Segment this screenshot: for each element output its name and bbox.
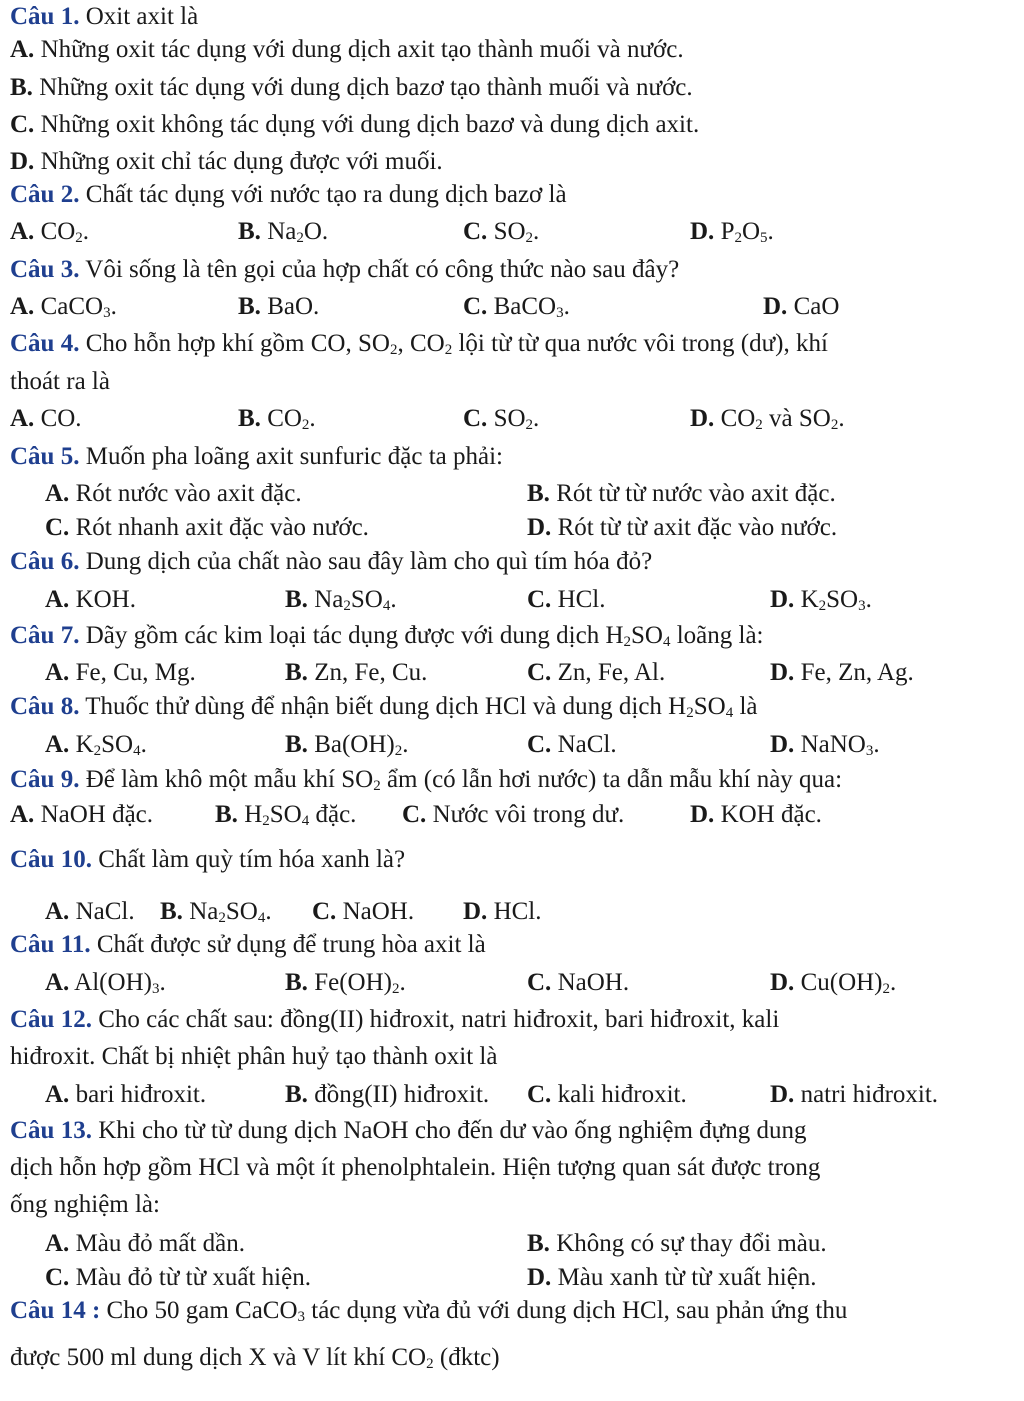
- option-text: $CO_2$.: [260, 405, 316, 433]
- answer-option: [312, 897, 414, 927]
- question-number: Câu 6.: [10, 548, 80, 575]
- answer-option: [463, 404, 539, 434]
- answer-option: [10, 800, 153, 830]
- answer-options-row: [0, 897, 1024, 929]
- answer-option: [285, 968, 406, 998]
- answer-options-row: [0, 800, 1024, 832]
- option-text: $Al(OH)_3$.: [69, 969, 166, 997]
- option-label: A.: [45, 1081, 70, 1108]
- question-stem: [10, 930, 1016, 962]
- answer-options-row: [0, 292, 1024, 324]
- option-text: NaCl.: [69, 898, 135, 925]
- answer-option: [45, 968, 166, 998]
- option-label: B.: [160, 898, 183, 925]
- option-text: Rót nhanh axit đặc vào nước.: [69, 514, 369, 541]
- option-label: D.: [10, 148, 35, 175]
- question-text: Cho các chất sau: đồng(II) hiđroxit, natri hiđroxit, bari hiđroxit, kali: [91, 1006, 780, 1033]
- question-stem: [10, 845, 1016, 877]
- option-label: D.: [770, 969, 795, 996]
- option-label: B.: [10, 74, 33, 101]
- answer-option: [45, 479, 302, 511]
- question-stem: [10, 547, 1016, 579]
- option-label: D.: [690, 405, 715, 432]
- answer-option: [770, 585, 872, 615]
- question-number: Câu 4.: [10, 330, 80, 357]
- question-number: Câu 9.: [10, 766, 80, 793]
- answer-option: [770, 730, 880, 760]
- question-stem: [10, 1005, 1016, 1037]
- question-stem: [10, 255, 1016, 287]
- option-label: A.: [10, 218, 35, 245]
- option-text: Màu đỏ mất dần.: [69, 1230, 245, 1257]
- option-text: HCl.: [551, 586, 606, 613]
- question-text-continued: ống nghiệm là:: [10, 1191, 160, 1218]
- question-stem: [10, 2, 1016, 34]
- option-text: Màu xanh từ từ xuất hiện.: [551, 1264, 817, 1291]
- answer-option: [10, 73, 1016, 105]
- option-label: A.: [10, 293, 35, 320]
- answer-option: [238, 292, 319, 322]
- option-text: $K_2SO_3$.: [794, 586, 872, 614]
- option-label: D.: [763, 293, 788, 320]
- answer-option: [285, 730, 408, 760]
- option-text: NaCl.: [551, 731, 617, 758]
- answer-option: [527, 479, 836, 511]
- option-label: B.: [285, 969, 308, 996]
- option-label: D.: [770, 659, 795, 686]
- option-text: Zn, Fe, Al.: [551, 659, 666, 686]
- answer-option: [10, 35, 1016, 67]
- option-label: D.: [770, 586, 795, 613]
- question-text-continued: dịch hỗn hợp gồm HCl và một ít phenolphtalein. Hiện tượng quan sát được trong: [10, 1154, 821, 1181]
- answer-option: [45, 897, 135, 927]
- option-label: C.: [527, 586, 552, 613]
- option-label: C.: [463, 405, 488, 432]
- option-text: Rót nước vào axit đặc.: [69, 480, 302, 507]
- answer-options-row: [0, 1080, 1024, 1112]
- question-number: Câu 3.: [10, 256, 80, 283]
- question-stem: [10, 180, 1016, 212]
- answer-option: [45, 513, 369, 545]
- answer-option: [10, 217, 89, 247]
- question-number: Câu 12.: [10, 1006, 92, 1033]
- option-text: KOH.: [69, 586, 136, 613]
- option-label: A.: [10, 801, 35, 828]
- option-label: B.: [285, 731, 308, 758]
- answer-option: [285, 1080, 489, 1110]
- answer-option: [527, 1229, 827, 1261]
- answer-option: [45, 1229, 245, 1261]
- answer-option: [160, 897, 272, 927]
- option-label: C.: [45, 1264, 70, 1291]
- answer-option: [10, 147, 1016, 179]
- answer-option: [690, 800, 822, 830]
- option-label: C.: [312, 898, 337, 925]
- option-text: $Na_2SO_4$.: [307, 586, 397, 614]
- option-text: CaCO$_3$.: [34, 293, 117, 321]
- answer-option: [690, 404, 845, 434]
- answer-option: [10, 292, 117, 322]
- answer-options-row: [0, 730, 1024, 762]
- answer-option: [238, 404, 316, 434]
- option-text: Những oxit tác dụng với dung dịch bazơ tạo thành muối và nước.: [32, 74, 693, 101]
- option-label: A.: [45, 969, 70, 996]
- option-label: B.: [215, 801, 238, 828]
- option-label: A.: [45, 480, 70, 507]
- question-number: Câu 8.: [10, 693, 80, 720]
- answer-option: [238, 217, 328, 247]
- option-label: B.: [285, 1081, 308, 1108]
- question-number: Câu 7.: [10, 622, 80, 649]
- option-label: B.: [285, 659, 308, 686]
- option-label: A.: [10, 405, 35, 432]
- answer-option: [45, 585, 136, 615]
- option-text: Rót từ từ axit đặc vào nước.: [551, 514, 838, 541]
- option-label: B.: [238, 405, 261, 432]
- option-text: CO.: [34, 405, 82, 432]
- answer-option: [463, 292, 570, 322]
- question-number: Câu 14 :: [10, 1297, 101, 1324]
- answer-option: [690, 217, 774, 247]
- option-text: CaO: [787, 293, 840, 320]
- question-text-continued: thoát ra là: [10, 368, 110, 395]
- option-text: kali hiđroxit.: [551, 1081, 687, 1108]
- option-text: $Fe(OH)_2$.: [307, 969, 406, 997]
- option-label: A.: [45, 731, 70, 758]
- answer-option: [527, 730, 617, 760]
- option-label: C.: [10, 111, 35, 138]
- question-text: Muốn pha loãng axit sunfuric đặc ta phải:: [79, 443, 503, 470]
- answer-option: [527, 1263, 817, 1295]
- answer-options-row: [0, 585, 1024, 617]
- option-text: Fe, Zn, Ag.: [794, 659, 914, 686]
- option-label: C.: [402, 801, 427, 828]
- answer-option: [770, 968, 896, 998]
- question-text: Cho hỗn hợp khí gồm CO, $SO_2$, $CO_2$ lội từ từ qua nước vôi trong (dư), khí: [79, 330, 828, 358]
- option-text: Không có sự thay đổi màu.: [549, 1230, 827, 1257]
- option-text: NaOH.: [551, 969, 630, 996]
- answer-option: [45, 730, 147, 760]
- option-text: NaOH đặc.: [34, 801, 154, 828]
- answer-option: [45, 658, 196, 688]
- option-label: C.: [527, 1081, 552, 1108]
- option-label: B.: [527, 480, 550, 507]
- question-number: Câu 13.: [10, 1117, 92, 1144]
- option-text: $P_2O_5$.: [714, 218, 774, 246]
- question-text: Cho 50 gam CaCO$_3$ tác dụng vừa đủ với dung dịch HCl, sau phản ứng thu: [100, 1297, 848, 1325]
- answer-option: [527, 513, 837, 545]
- question-text: Thuốc thử dùng để nhận biết dung dịch HCl và dung dịch $H_2SO_4$ là: [79, 693, 758, 721]
- option-label: D.: [770, 1081, 795, 1108]
- question-text: Để làm khô một mẫu khí $SO_2$ ẩm (có lẫn hơi nước) ta dẫn mẫu khí này qua:: [79, 766, 843, 794]
- question-stem: [10, 1296, 1016, 1328]
- option-text: Fe, Cu, Mg.: [69, 659, 196, 686]
- answer-option: [527, 585, 606, 615]
- option-text: BaCO$_3$.: [487, 293, 570, 321]
- option-text: $Cu(OH)_2$.: [794, 969, 897, 997]
- answer-option: [285, 585, 397, 615]
- option-label: D.: [770, 731, 795, 758]
- option-text: Zn, Fe, Cu.: [307, 659, 428, 686]
- option-text: $Ba(OH)_2$.: [307, 731, 409, 759]
- option-text: Những oxit tác dụng với dung dịch axit tạo thành muối và nước.: [34, 36, 684, 63]
- answer-option: [527, 968, 629, 998]
- option-label: D.: [527, 514, 552, 541]
- option-label: A.: [45, 1230, 70, 1257]
- question-text-continued: được 500 ml dung dịch X và V lít khí $CO_2$ (đktc): [10, 1344, 500, 1372]
- option-label: B.: [238, 293, 261, 320]
- option-label: A.: [45, 898, 70, 925]
- option-text: Rót từ từ nước vào axit đặc.: [549, 480, 836, 507]
- option-label: C.: [463, 218, 488, 245]
- option-label: C.: [463, 293, 488, 320]
- option-text: $K_2SO_4$.: [69, 731, 147, 759]
- question-number: Câu 1.: [10, 3, 80, 30]
- option-label: D.: [690, 801, 715, 828]
- option-text: natri hiđroxit.: [794, 1081, 939, 1108]
- option-text: đồng(II) hiđroxit.: [307, 1081, 490, 1108]
- answer-option: [527, 1080, 687, 1110]
- option-label: C.: [527, 659, 552, 686]
- option-text: bari hiđroxit.: [69, 1081, 207, 1108]
- question-stem: [10, 765, 1016, 797]
- question-text: Dãy gồm các kim loại tác dụng được với dung dịch $H_2SO_4$ loãng là:: [79, 622, 764, 650]
- answer-option: [45, 1080, 206, 1110]
- question-text: Chất được sử dụng để trung hòa axit là: [90, 931, 486, 958]
- answer-options-row: [0, 404, 1024, 436]
- option-text: Những oxit chỉ tác dụng được với muối.: [34, 148, 443, 175]
- question-text: Khi cho từ từ dung dịch NaOH cho đến dư vào ống nghiệm đựng dung: [91, 1117, 807, 1144]
- option-text: $SO_2$.: [487, 405, 540, 433]
- question-text: Chất tác dụng với nước tạo ra dung dịch bazơ là: [79, 181, 567, 208]
- option-label: B.: [285, 586, 308, 613]
- question-text: Dung dịch của chất nào sau đây làm cho quì tím hóa đỏ?: [79, 548, 653, 575]
- question-text: Oxit axit là: [79, 3, 199, 30]
- option-label: D.: [463, 898, 488, 925]
- option-text: BaO.: [260, 293, 320, 320]
- question-stem: [10, 692, 1016, 724]
- option-label: D.: [690, 218, 715, 245]
- option-text: Màu đỏ từ từ xuất hiện.: [69, 1264, 311, 1291]
- question-stem: [10, 329, 1016, 361]
- option-text: $Na_2SO_4$.: [182, 898, 272, 926]
- option-label: A.: [10, 36, 35, 63]
- option-label: C.: [527, 969, 552, 996]
- option-label: C.: [527, 731, 552, 758]
- option-label: B.: [527, 1230, 550, 1257]
- question-stem: [10, 621, 1016, 653]
- answer-options-row: [0, 658, 1024, 690]
- answer-option: [763, 292, 839, 322]
- option-text: $SO_2$.: [487, 218, 540, 246]
- answer-option: [770, 1080, 938, 1110]
- question-number: Câu 5.: [10, 443, 80, 470]
- question-text: Chất làm quỳ tím hóa xanh là?: [91, 846, 406, 873]
- answer-option: [10, 404, 82, 434]
- option-text: NaOH.: [336, 898, 415, 925]
- option-label: A.: [45, 586, 70, 613]
- option-text: Nước vôi trong dư.: [426, 801, 625, 828]
- question-stem: [10, 1116, 1016, 1148]
- answer-option: [770, 658, 914, 688]
- option-text: Những oxit không tác dụng với dung dịch bazơ và dung dịch axit.: [34, 111, 700, 138]
- option-label: A.: [45, 659, 70, 686]
- option-text: $CO_2$.: [34, 218, 90, 246]
- answer-option: [215, 800, 356, 830]
- question-number: Câu 2.: [10, 181, 80, 208]
- option-text: HCl.: [487, 898, 542, 925]
- option-text: $CO_2$ và $SO_2$.: [714, 405, 845, 433]
- question-number: Câu 10.: [10, 846, 92, 873]
- answer-option: [463, 897, 542, 927]
- answer-option: [45, 1263, 311, 1295]
- answer-option: [527, 658, 665, 688]
- option-text: KOH đặc.: [714, 801, 822, 828]
- option-label: D.: [527, 1264, 552, 1291]
- option-text: $H_2SO_4$ đặc.: [237, 801, 357, 829]
- answer-option: [285, 658, 427, 688]
- question-text-continued: hiđroxit. Chất bị nhiệt phân huỷ tạo thành oxit là: [10, 1043, 498, 1070]
- question-stem: [10, 442, 1016, 474]
- option-label: C.: [45, 514, 70, 541]
- question-text: Vôi sống là tên gọi của hợp chất có công thức nào sau đây?: [79, 256, 680, 283]
- answer-options-row: [0, 968, 1024, 1000]
- option-label: B.: [238, 218, 261, 245]
- answer-options-row: [0, 217, 1024, 249]
- answer-option: [10, 110, 1016, 142]
- option-text: $Na_2O$.: [260, 218, 329, 246]
- option-text: NaNO$_3$.: [794, 731, 880, 759]
- answer-option: [402, 800, 624, 830]
- answer-option: [463, 217, 539, 247]
- question-number: Câu 11.: [10, 931, 91, 958]
